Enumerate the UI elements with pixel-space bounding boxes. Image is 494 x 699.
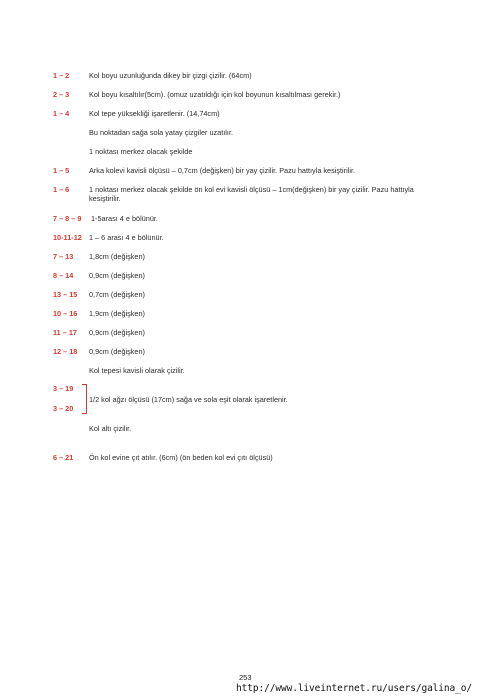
step-text: 0,9cm (değişken)	[89, 271, 145, 280]
red-bracket	[82, 384, 87, 414]
step-text: Bu noktadan sağa sola yatay çizgiler uzatılır.	[89, 128, 233, 137]
step-text: 1 – 6 arası 4 e bölünür.	[89, 233, 164, 242]
step-text: 1,8cm (değişken)	[89, 252, 145, 261]
step-text: 1/2 kol ağzı ölçüsü (17cm) sağa ve sola eşit olarak işaretlenir.	[89, 395, 288, 404]
step-label: 2 – 3	[53, 90, 70, 99]
step-label: 10 – 16	[53, 309, 78, 318]
step-label: 13 – 15	[53, 290, 78, 299]
step-label: 1 – 5	[53, 166, 70, 175]
step-label: 1 – 6	[53, 185, 70, 194]
step-label: 1 – 2	[53, 71, 70, 80]
step-label: 6 – 21	[53, 453, 74, 462]
step-label: 3 – 20	[53, 404, 74, 413]
step-text: 0,9cm (değişken)	[89, 347, 145, 356]
step-label: 10-11-12	[53, 233, 82, 242]
step-text: Kol tepe yüksekliği işaretlenir. (14,74cm)	[89, 109, 220, 118]
step-text: 0,7cm (değişken)	[89, 290, 145, 299]
page-number: 253	[239, 673, 252, 682]
step-text: Ön kol evine çıt atılır. (6cm) (ön beden kol evi çıtı ölçüsü)	[89, 453, 273, 462]
footer-url: http://www.liveinternet.ru/users/galina_o/	[236, 683, 473, 694]
step-text: 1 noktası merkez olacak şekilde ön kol evi kavisli ölçüsü – 1cm(değişken) bir yay çizilir. Pazu hattıyla kesiştirilir.	[89, 185, 414, 203]
step-text: 0,9cm (değişken)	[89, 328, 145, 337]
step-text: 1-5arası 4 e bölünür.	[91, 214, 158, 223]
step-label: 3 – 19	[53, 384, 74, 393]
step-text: 1,9cm (değişken)	[89, 309, 145, 318]
step-text: Arka kolevi kavisli ölçüsü – 0,7cm (değişken) bir yay çizilir. Pazu hattıyla kesiştirilir.	[89, 166, 356, 175]
step-text: 1 noktası merkez olacak şekilde	[89, 147, 193, 156]
step-label: 7 – 13	[53, 252, 74, 261]
step-text: Kol tepesi kavisli olarak çizilir.	[89, 366, 185, 375]
step-label: 8 – 14	[53, 271, 74, 280]
step-label: 11 – 17	[53, 328, 77, 337]
step-text: Kol boyu kısaltılır(5cm). (omuz uzatıldığı için kol boyunun kısaltılması gerekir.)	[89, 90, 341, 99]
step-text: Kol altı çizilir.	[89, 424, 132, 433]
step-label: 1 – 4	[53, 109, 70, 118]
step-label: 12 – 18	[53, 347, 78, 356]
step-label: 7 – 8 – 9	[53, 214, 82, 223]
step-text: Kol boyu uzunluğunda dikey bir çizgi çizilir. (64cm)	[89, 71, 252, 80]
